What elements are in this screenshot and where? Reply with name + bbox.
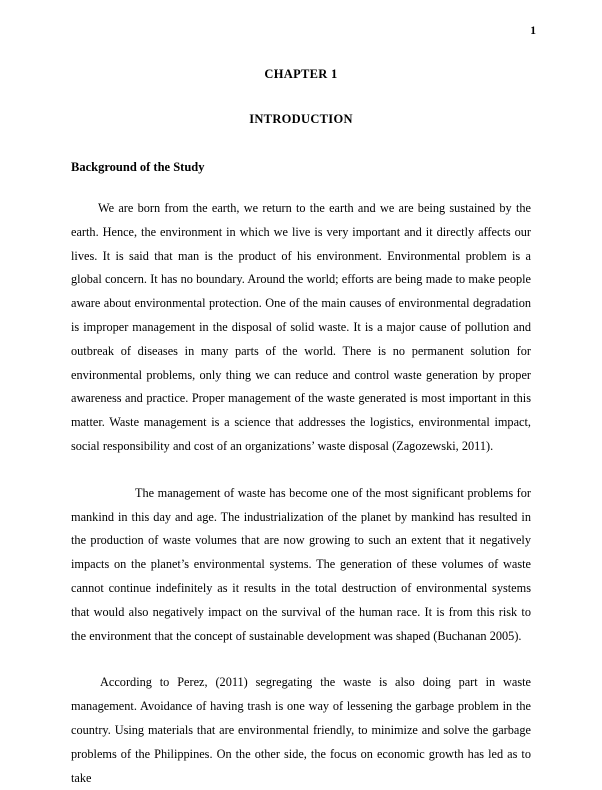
body-paragraph: The management of waste has become one of the most significant problems for mankind in this day and age. The industrialization of the planet by mankind has resulted in the production of waste volumes that are now growing to such an extent that it negatively impacts on the planet’s environmental systems. The generation of these volumes of waste cannot continue indefinitely as it results in the total destruction of environmental systems that would also negatively impact on the survival of the human race. It is from this risk to the environment that the concept of sustainable development was shaped (Buchanan 2005). <box>71 485 531 643</box>
page-number: 1 <box>530 25 536 37</box>
background-of-the-study-subheading: Background of the Study <box>71 160 205 174</box>
body-paragraph: According to Perez, (2011) segregating the waste is also doing part in waste management. Avoidance of having trash is one way of lessening the garbage problem in the country. Using materials that are environmental friendly, to minimize and solve the garbage problems of the Philippines. On the other side, the focus on economic growth has led as to take <box>71 675 531 785</box>
chapter-heading: CHAPTER 1 <box>264 67 338 81</box>
page-content <box>71 0 531 790</box>
body-paragraph: We are born from the earth, we return to the earth and we are being sustained by the earth. Hence, the environment in which we live is very important and it directly affects our lives. It is said that man is the product of his environment. Environmental problem is a global concern. It has no boundary. Around the world; efforts are being made to make people aware about environmental protection. One of the main causes of environmental degradation is improper management in the disposal of solid waste. It is a major cause of pollution and outbreak of diseases in many parts of the world. There is no permanent solution for environmental problems, only thing we can reduce and control waste generation by proper awareness and practice. Proper management of the waste generated is most important in this matter. Waste management is a science that addresses the logistics, environmental impact, social responsibility and cost of an organizations’ waste disposal (Zagozewski, 2011). <box>71 201 531 453</box>
section-heading: INTRODUCTION <box>249 112 353 126</box>
